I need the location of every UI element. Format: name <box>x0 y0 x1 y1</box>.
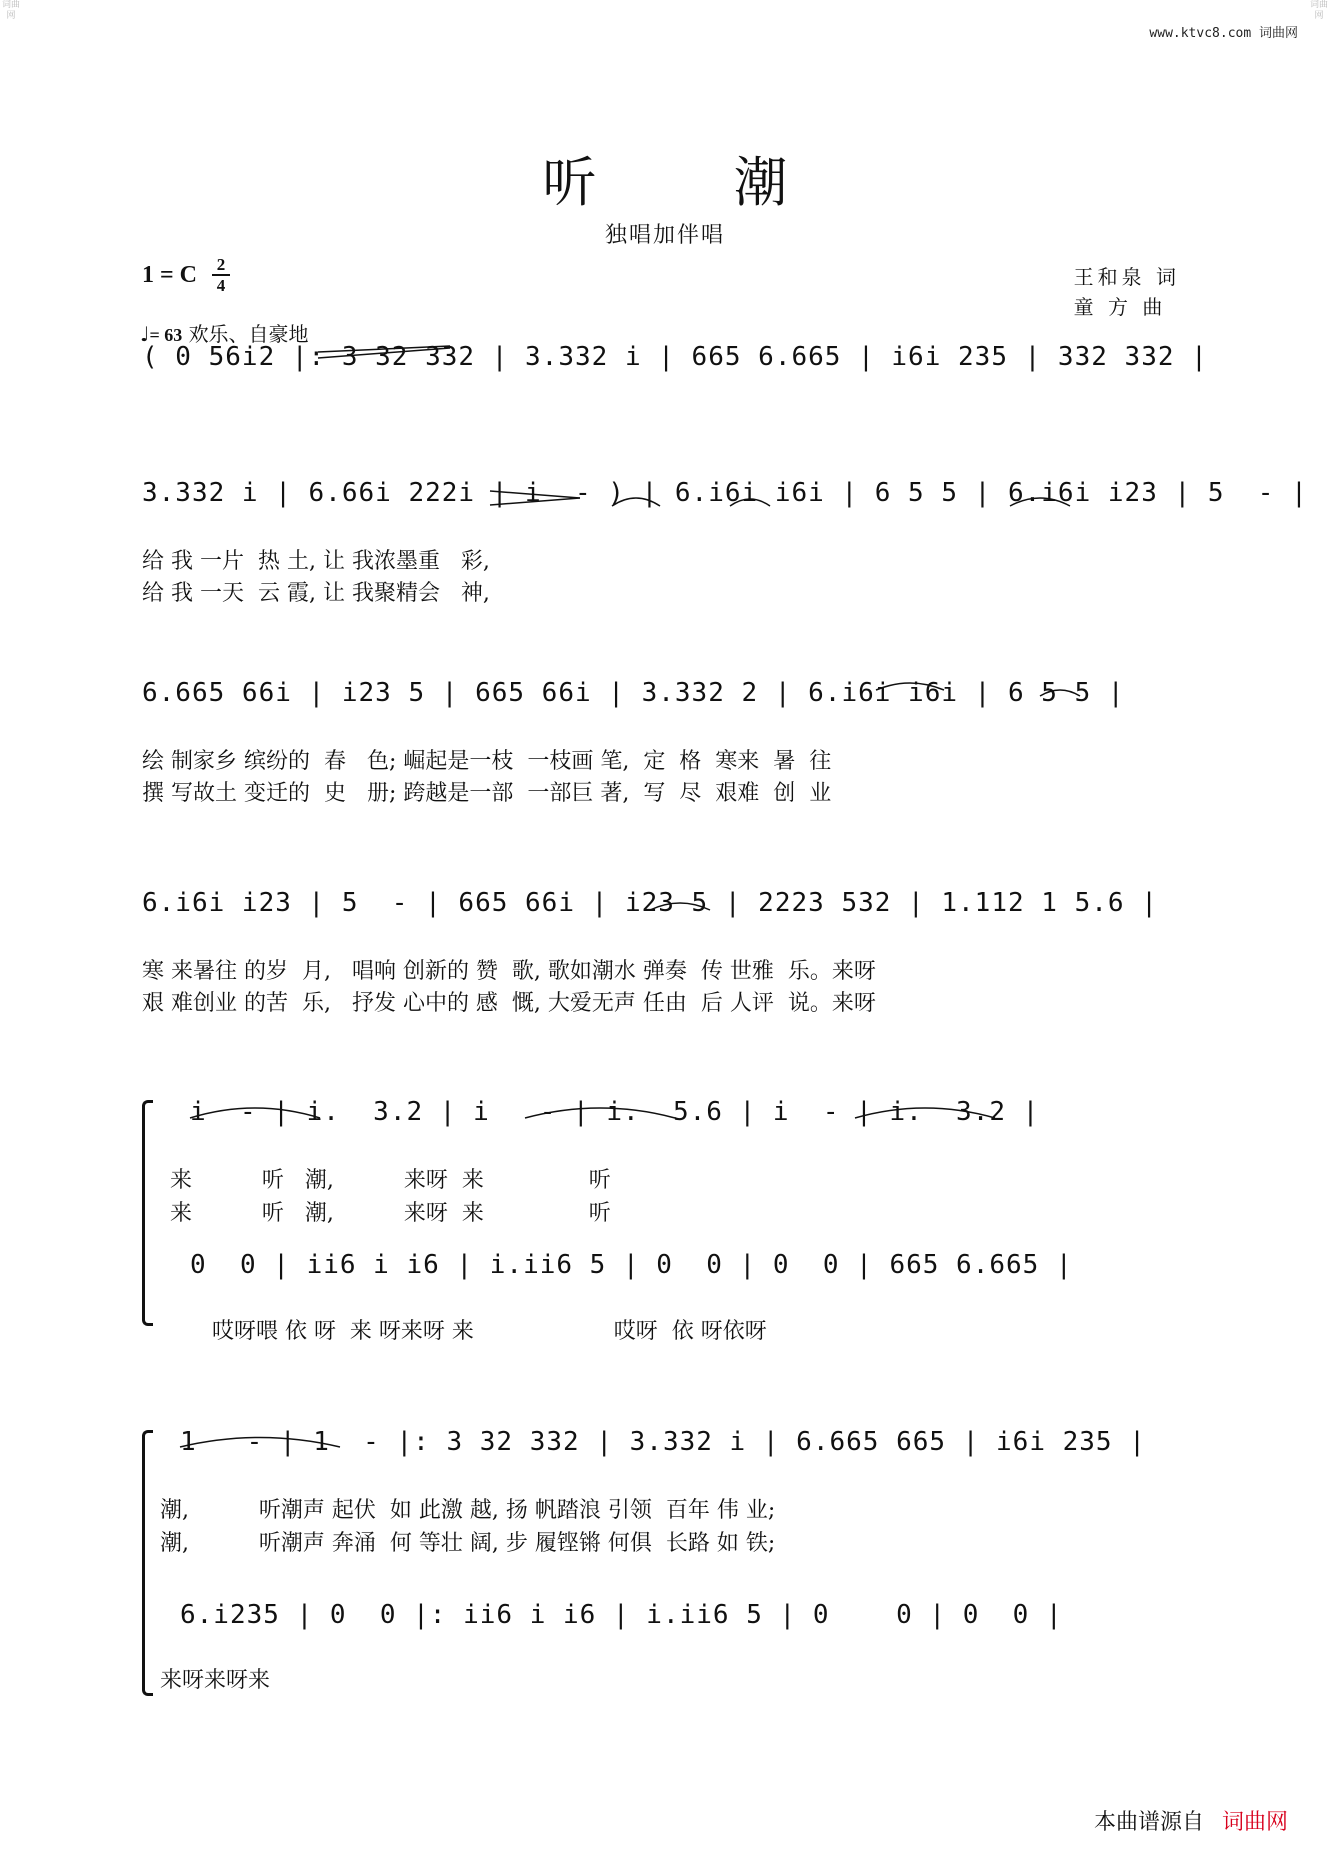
footer-brand: 词曲网 <box>1221 1810 1288 1835</box>
notation-line-1: ( 0 56i2 |: 3 32 332 | 3.332 i | 665 6.665 | i6i 235 | 332 332 | <box>142 342 1208 372</box>
system-bracket-1 <box>142 1100 153 1326</box>
site-url: www.ktvc8.com 词曲网 <box>1149 26 1298 41</box>
notation-line-5: i - | i. 3.2 | i - | i. 5.6 | i - | i. 3.2 | <box>190 1097 1040 1127</box>
lyric-line-4-1: 寒 来暑往 的岁 月, 唱响 创新的 赞 歌, 歌如潮水 弹奏 传 世雅 乐。来呀 <box>142 959 876 984</box>
composer: 童 方 曲 <box>1073 295 1167 319</box>
lyric-line-2-2: 给 我 一天 云 霞, 让 我聚精会 神, <box>142 581 490 606</box>
quarter-note-icon: ♩ <box>140 322 150 346</box>
time-signature <box>212 256 230 294</box>
notation-line-4: 6.i6i i23 | 5 - | 665 66i | i23 5 | 2223 532 | 1.112 1 5.6 | <box>142 888 1158 918</box>
lyric-line-6-1: 哎呀喂 依 呀 来 呀来呀 来 哎呀 依 呀依呀 <box>170 1319 767 1344</box>
tempo-expression: 欢乐、自豪地 <box>188 322 309 346</box>
system-bracket-2 <box>142 1430 153 1696</box>
right-watermark-strip: 词曲网 <box>1310 0 1328 21</box>
footer-source-label: 本曲谱源自 <box>1093 1810 1204 1835</box>
notation-line-8: 6.i235 | 0 0 |: ii6 i i6 | i.ii6 5 | 0 0 | 0 0 | <box>180 1600 1063 1630</box>
tempo-bpm: = 63 <box>149 325 183 345</box>
lyric-line-4-2: 艰 难创业 的苦 乐, 抒发 心中的 感 慨, 大爱无声 任由 后 人评 说。来呀 <box>142 991 876 1016</box>
footer-source <box>1094 1805 1288 1836</box>
song-title: 听 潮 <box>542 151 848 214</box>
lyric-line-7-1: 潮, 听潮声 起伏 如 此激 越, 扬 帆踏浪 引领 百年 伟 业; <box>160 1498 776 1523</box>
left-watermark-strip: 词曲网 <box>2 0 20 21</box>
notation-line-2: 3.332 i | 6.66i 222i | i - ) | 6.i6i i6i | 6 5 5 | 6.i6i i23 | 5 - | <box>142 478 1308 508</box>
lyric-line-5-2: 来 听 潮, 来呀 来 听 <box>170 1201 611 1226</box>
lyric-line-3-2: 撰 写故土 变迁的 史 册; 跨越是一部 一部巨 著, 写 尽 艰难 创 业 <box>142 781 832 806</box>
key-signature: 1 = C <box>142 262 198 288</box>
notation-line-3: 6.665 66i | i23 5 | 665 66i | 3.332 2 | 6.i6i i6i | 6 5 5 | <box>142 678 1125 708</box>
lyric-line-8-1: 来呀来呀来 <box>160 1668 271 1693</box>
credits <box>1074 262 1180 322</box>
time-signature-top: 2 <box>216 255 226 274</box>
lyric-line-2-1: 给 我 一片 热 土, 让 我浓墨重 彩, <box>142 549 490 574</box>
notation-line-6: 0 0 | ii6 i i6 | i.ii6 5 | 0 0 | 0 0 | 665 6.665 | <box>190 1250 1073 1280</box>
lyricist: 王和泉 词 <box>1073 265 1180 289</box>
notation-line-7: 1 - | 1 - |: 3 32 332 | 3.332 i | 6.665 665 | i6i 235 | <box>180 1427 1146 1457</box>
lyric-line-3-1: 绘 制家乡 缤纷的 春 色; 崛起是一枝 一枝画 笔, 定 格 寒来 暑 往 <box>142 749 832 774</box>
song-subtitle: 独唱加伴唱 <box>604 223 725 248</box>
time-signature-bottom: 4 <box>216 276 226 295</box>
lyric-line-5-1: 来 听 潮, 来呀 来 听 <box>170 1168 611 1193</box>
lyric-line-7-2: 潮, 听潮声 奔涌 何 等壮 阔, 步 履铿锵 何俱 长路 如 铁; <box>160 1531 776 1556</box>
